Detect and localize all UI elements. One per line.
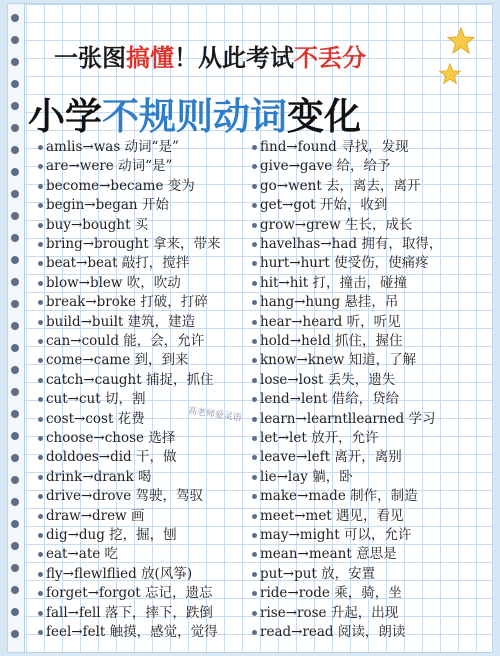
bullet-dot-icon	[252, 223, 257, 228]
spine-ring	[11, 520, 19, 528]
verb-entry: beat→beat 敲打，搅拌	[46, 255, 190, 272]
spine-ring	[11, 630, 19, 638]
spine-ring	[11, 278, 19, 286]
verb-entry: make→made 制作，制造	[260, 488, 418, 505]
spine-ring	[11, 36, 19, 44]
verb-entry: meet→met 遇见，看见	[260, 507, 404, 524]
spine-ring	[11, 410, 19, 418]
left-verb-row	[46, 506, 144, 526]
verb-entry: havelhas→had 拥有，取得，	[260, 236, 443, 252]
bullet-dot-icon	[38, 455, 43, 460]
notebook-page	[8, 4, 492, 652]
left-verb-row	[46, 312, 195, 332]
right-verb-row	[260, 409, 436, 429]
bullet-dot-icon	[38, 281, 43, 286]
bullet-dot-icon	[38, 630, 43, 635]
right-verb-row	[260, 253, 429, 273]
bullet-dot-icon	[252, 320, 257, 325]
left-verb-row	[46, 156, 172, 176]
right-verb-row	[260, 370, 395, 390]
bullet-dot-icon	[252, 611, 257, 616]
spine-ring	[11, 102, 19, 110]
right-verb-row	[260, 447, 402, 467]
bullet-dot-icon	[38, 339, 43, 344]
verb-entry: blow→blew 吹，吹动	[46, 274, 181, 291]
spine-ring	[11, 498, 19, 506]
watermark: 高老师爱灵语	[187, 406, 243, 424]
bullet-dot-icon	[252, 591, 257, 596]
bullet-dot-icon	[252, 397, 257, 402]
verb-entry: build→built 建筑，建造	[46, 313, 196, 330]
verb-entry: hear→heard 听，听见	[260, 313, 401, 330]
page-subtitle	[54, 38, 366, 73]
left-verb-row	[46, 176, 195, 196]
left-verb-row	[46, 292, 208, 312]
right-verb-row	[260, 467, 353, 487]
spine-ring	[11, 366, 19, 374]
left-verb-row	[46, 428, 175, 448]
verb-entry: begin→began 开始	[46, 197, 169, 214]
verb-entry: cut→cut 切，割	[46, 391, 146, 408]
subtitle-part-2: 搞懂	[126, 44, 174, 72]
right-verb-row	[260, 583, 402, 603]
verb-entry: put→put 放，安置	[260, 565, 376, 582]
verb-entry: fall→fell 落下，摔下，跌倒	[46, 604, 213, 621]
bullet-dot-icon	[38, 417, 43, 422]
spine-ring	[11, 124, 19, 132]
bullet-dot-icon	[38, 591, 43, 596]
verb-entry: fly→flewlflied 放(风筝)	[46, 565, 193, 582]
bullet-dot-icon	[252, 533, 257, 538]
right-verb-row	[260, 273, 407, 293]
bullet-dot-icon	[38, 494, 43, 499]
verb-entry: forget→forgot 忘记，遗忘	[46, 585, 213, 602]
right-verb-row	[260, 292, 398, 312]
right-verb-row	[260, 195, 387, 215]
verb-entry: break→broke 打破，打碎	[46, 294, 208, 311]
right-verb-row	[260, 603, 398, 623]
title-part-1: 小学	[28, 95, 102, 138]
spine-ring	[11, 608, 19, 616]
verb-entry: lie→lay 躺，卧	[260, 468, 353, 485]
verb-entry: rise→rose 升起，出现	[260, 604, 399, 621]
bullet-dot-icon	[38, 611, 43, 616]
spine-ring	[11, 256, 19, 264]
spine-ring	[11, 542, 19, 550]
verb-entry: come→came 到，到来	[46, 352, 189, 369]
bullet-dot-icon	[38, 320, 43, 325]
bullet-dot-icon	[38, 242, 43, 247]
bullet-dot-icon	[38, 436, 43, 441]
right-verb-row	[260, 486, 418, 506]
right-verb-row	[260, 156, 391, 176]
verb-entry: ride→rode 乘，骑，坐	[260, 585, 402, 602]
right-verb-row	[260, 564, 375, 584]
left-verb-row	[46, 137, 179, 157]
verb-entry: may→might 可以，允许	[260, 527, 412, 543]
verb-entry: learn→learntllearned 学习	[260, 410, 436, 427]
notebook-spine	[8, 4, 25, 652]
verb-entry: hurt→hurt 使受伤，使痛疼	[260, 255, 429, 272]
verb-entry: buy→bought 买	[46, 216, 149, 233]
verb-entry: amlis→was 动词“是”	[46, 139, 179, 155]
spine-ring	[11, 344, 19, 352]
bullet-dot-icon	[38, 300, 43, 305]
bullet-dot-icon	[38, 475, 43, 480]
spine-ring	[11, 234, 19, 242]
star-icon	[446, 26, 476, 56]
left-verb-row	[46, 195, 169, 215]
verb-entry: mean→meant 意思是	[260, 546, 397, 563]
verb-entry: cost→cost 花费	[46, 410, 145, 427]
spine-ring	[11, 80, 19, 88]
bullet-dot-icon	[38, 397, 43, 402]
right-verb-row	[260, 176, 421, 196]
bullet-dot-icon	[38, 514, 43, 519]
verb-entry: draw→drew 画	[46, 507, 145, 524]
bullet-dot-icon	[252, 358, 257, 363]
bullet-dot-icon	[252, 552, 257, 557]
verb-entry: leave→left 离开，离别	[260, 449, 402, 466]
bullet-dot-icon	[252, 494, 257, 499]
left-verb-row	[46, 215, 148, 235]
spine-ring	[11, 58, 19, 66]
verb-entry: catch→caught 捕捉，抓住	[46, 371, 214, 388]
left-verb-row	[46, 253, 189, 273]
bullet-dot-icon	[252, 184, 257, 189]
subtitle-part-4: 不丢分	[294, 44, 366, 72]
spine-ring	[11, 190, 19, 198]
verb-entry: find→found 寻找，发现	[260, 139, 409, 155]
left-verb-row	[46, 350, 188, 370]
right-verb-row	[260, 389, 399, 409]
left-verb-row	[46, 409, 145, 429]
subtitle-part-3: ！从此考试	[174, 44, 294, 72]
verb-entry: can→could 能，会，允许	[46, 333, 205, 349]
right-verb-row	[260, 137, 409, 157]
verb-entry: lend→lent 借给，贷给	[260, 391, 400, 408]
star-icon	[438, 62, 462, 86]
bullet-dot-icon	[38, 572, 43, 577]
left-verb-row	[46, 389, 145, 409]
spine-ring	[11, 564, 19, 572]
left-verb-row	[46, 622, 218, 642]
left-verb-row	[46, 525, 177, 545]
bullet-dot-icon	[252, 455, 257, 460]
left-verb-row	[46, 603, 213, 623]
bullet-dot-icon	[252, 261, 257, 266]
verb-entry: hit→hit 打，撞击，碰撞	[260, 274, 407, 291]
bullet-dot-icon	[38, 223, 43, 228]
verb-entry: drive→drove 驾驶，驾驭	[46, 488, 203, 505]
right-verb-row	[260, 312, 401, 332]
spine-ring	[11, 168, 19, 176]
bullet-dot-icon	[252, 514, 257, 519]
verb-entry: lose→lost 丢失，遗失	[260, 371, 396, 388]
bullet-dot-icon	[38, 552, 43, 557]
bullet-dot-icon	[38, 164, 43, 169]
page-title	[28, 86, 361, 140]
verb-entry: get→got 开始，收到	[260, 197, 388, 214]
bullet-dot-icon	[252, 300, 257, 305]
bullet-dot-icon	[252, 417, 257, 422]
spine-ring	[11, 388, 19, 396]
right-verb-row	[260, 234, 442, 254]
bullet-dot-icon	[252, 572, 257, 577]
verb-entry: go→went 去，离去，离开	[260, 177, 421, 194]
left-verb-row	[46, 234, 221, 254]
bullet-dot-icon	[38, 358, 43, 363]
verb-entry: bring→brought 拿来，带来	[46, 236, 221, 252]
bullet-dot-icon	[252, 242, 257, 247]
spine-ring	[11, 454, 19, 462]
left-verb-row	[46, 583, 213, 603]
spine-ring	[11, 300, 19, 308]
left-verb-row	[46, 544, 118, 564]
spine-ring	[11, 432, 19, 440]
spine-ring	[11, 14, 19, 22]
bullet-dot-icon	[38, 533, 43, 538]
verb-entry: hold→held 抓住，握住	[260, 333, 403, 349]
right-verb-row	[260, 525, 411, 545]
verb-entry: feel→felt 触摸，感觉，觉得	[46, 624, 218, 640]
bullet-dot-icon	[252, 436, 257, 441]
bullet-dot-icon	[38, 378, 43, 383]
verb-entry: hang→hung 悬挂，吊	[260, 294, 399, 311]
bullet-dot-icon	[252, 339, 257, 344]
verb-entry: dig→dug 挖，掘，刨	[46, 527, 177, 543]
right-verb-row	[260, 350, 416, 370]
right-verb-row	[260, 215, 413, 235]
bullet-dot-icon	[38, 203, 43, 208]
spine-ring	[11, 146, 19, 154]
spine-ring	[11, 212, 19, 220]
verb-entry: give→gave 给，给予	[260, 158, 391, 175]
left-verb-row	[46, 467, 151, 487]
left-verb-row	[46, 486, 203, 506]
right-verb-row	[260, 622, 405, 642]
left-verb-row	[46, 370, 213, 390]
verb-entry: are→were 动词“是”	[46, 158, 173, 175]
bullet-dot-icon	[252, 630, 257, 635]
spine-ring	[11, 586, 19, 594]
title-part-2: 不规则动词	[102, 95, 287, 138]
verb-entry: doldoes→did 干，做	[46, 449, 177, 466]
left-verb-row	[46, 447, 176, 467]
verb-entry: let→let 放开，允许	[260, 430, 379, 446]
title-part-3: 变化	[287, 95, 361, 138]
verb-entry: become→became 变为	[46, 177, 195, 194]
bullet-dot-icon	[252, 145, 257, 150]
verb-entry: eat→ate 吃	[46, 546, 119, 563]
spine-ring	[11, 322, 19, 330]
verb-entry: know→knew 知道，了解	[260, 352, 417, 369]
verb-entry: choose→chose 选择	[46, 430, 176, 446]
bullet-dot-icon	[38, 184, 43, 189]
bullet-dot-icon	[252, 475, 257, 480]
left-verb-row	[46, 564, 192, 584]
verb-entry: grow→grew 生长，成长	[260, 216, 413, 233]
bullet-dot-icon	[38, 145, 43, 150]
right-verb-row	[260, 506, 404, 526]
subtitle-part-1: 一张图	[54, 44, 126, 72]
left-verb-row	[46, 273, 181, 293]
bullet-dot-icon	[38, 261, 43, 266]
bullet-dot-icon	[252, 164, 257, 169]
verb-entry: drink→drank 喝	[46, 468, 152, 485]
right-verb-row	[260, 544, 397, 564]
bullet-dot-icon	[252, 378, 257, 383]
bullet-dot-icon	[252, 203, 257, 208]
right-verb-row	[260, 331, 403, 351]
spine-ring	[11, 476, 19, 484]
left-verb-row	[46, 331, 204, 351]
right-verb-row	[260, 428, 379, 448]
bullet-dot-icon	[252, 281, 257, 286]
verb-entry: read→read 阅读，朗读	[260, 624, 406, 640]
